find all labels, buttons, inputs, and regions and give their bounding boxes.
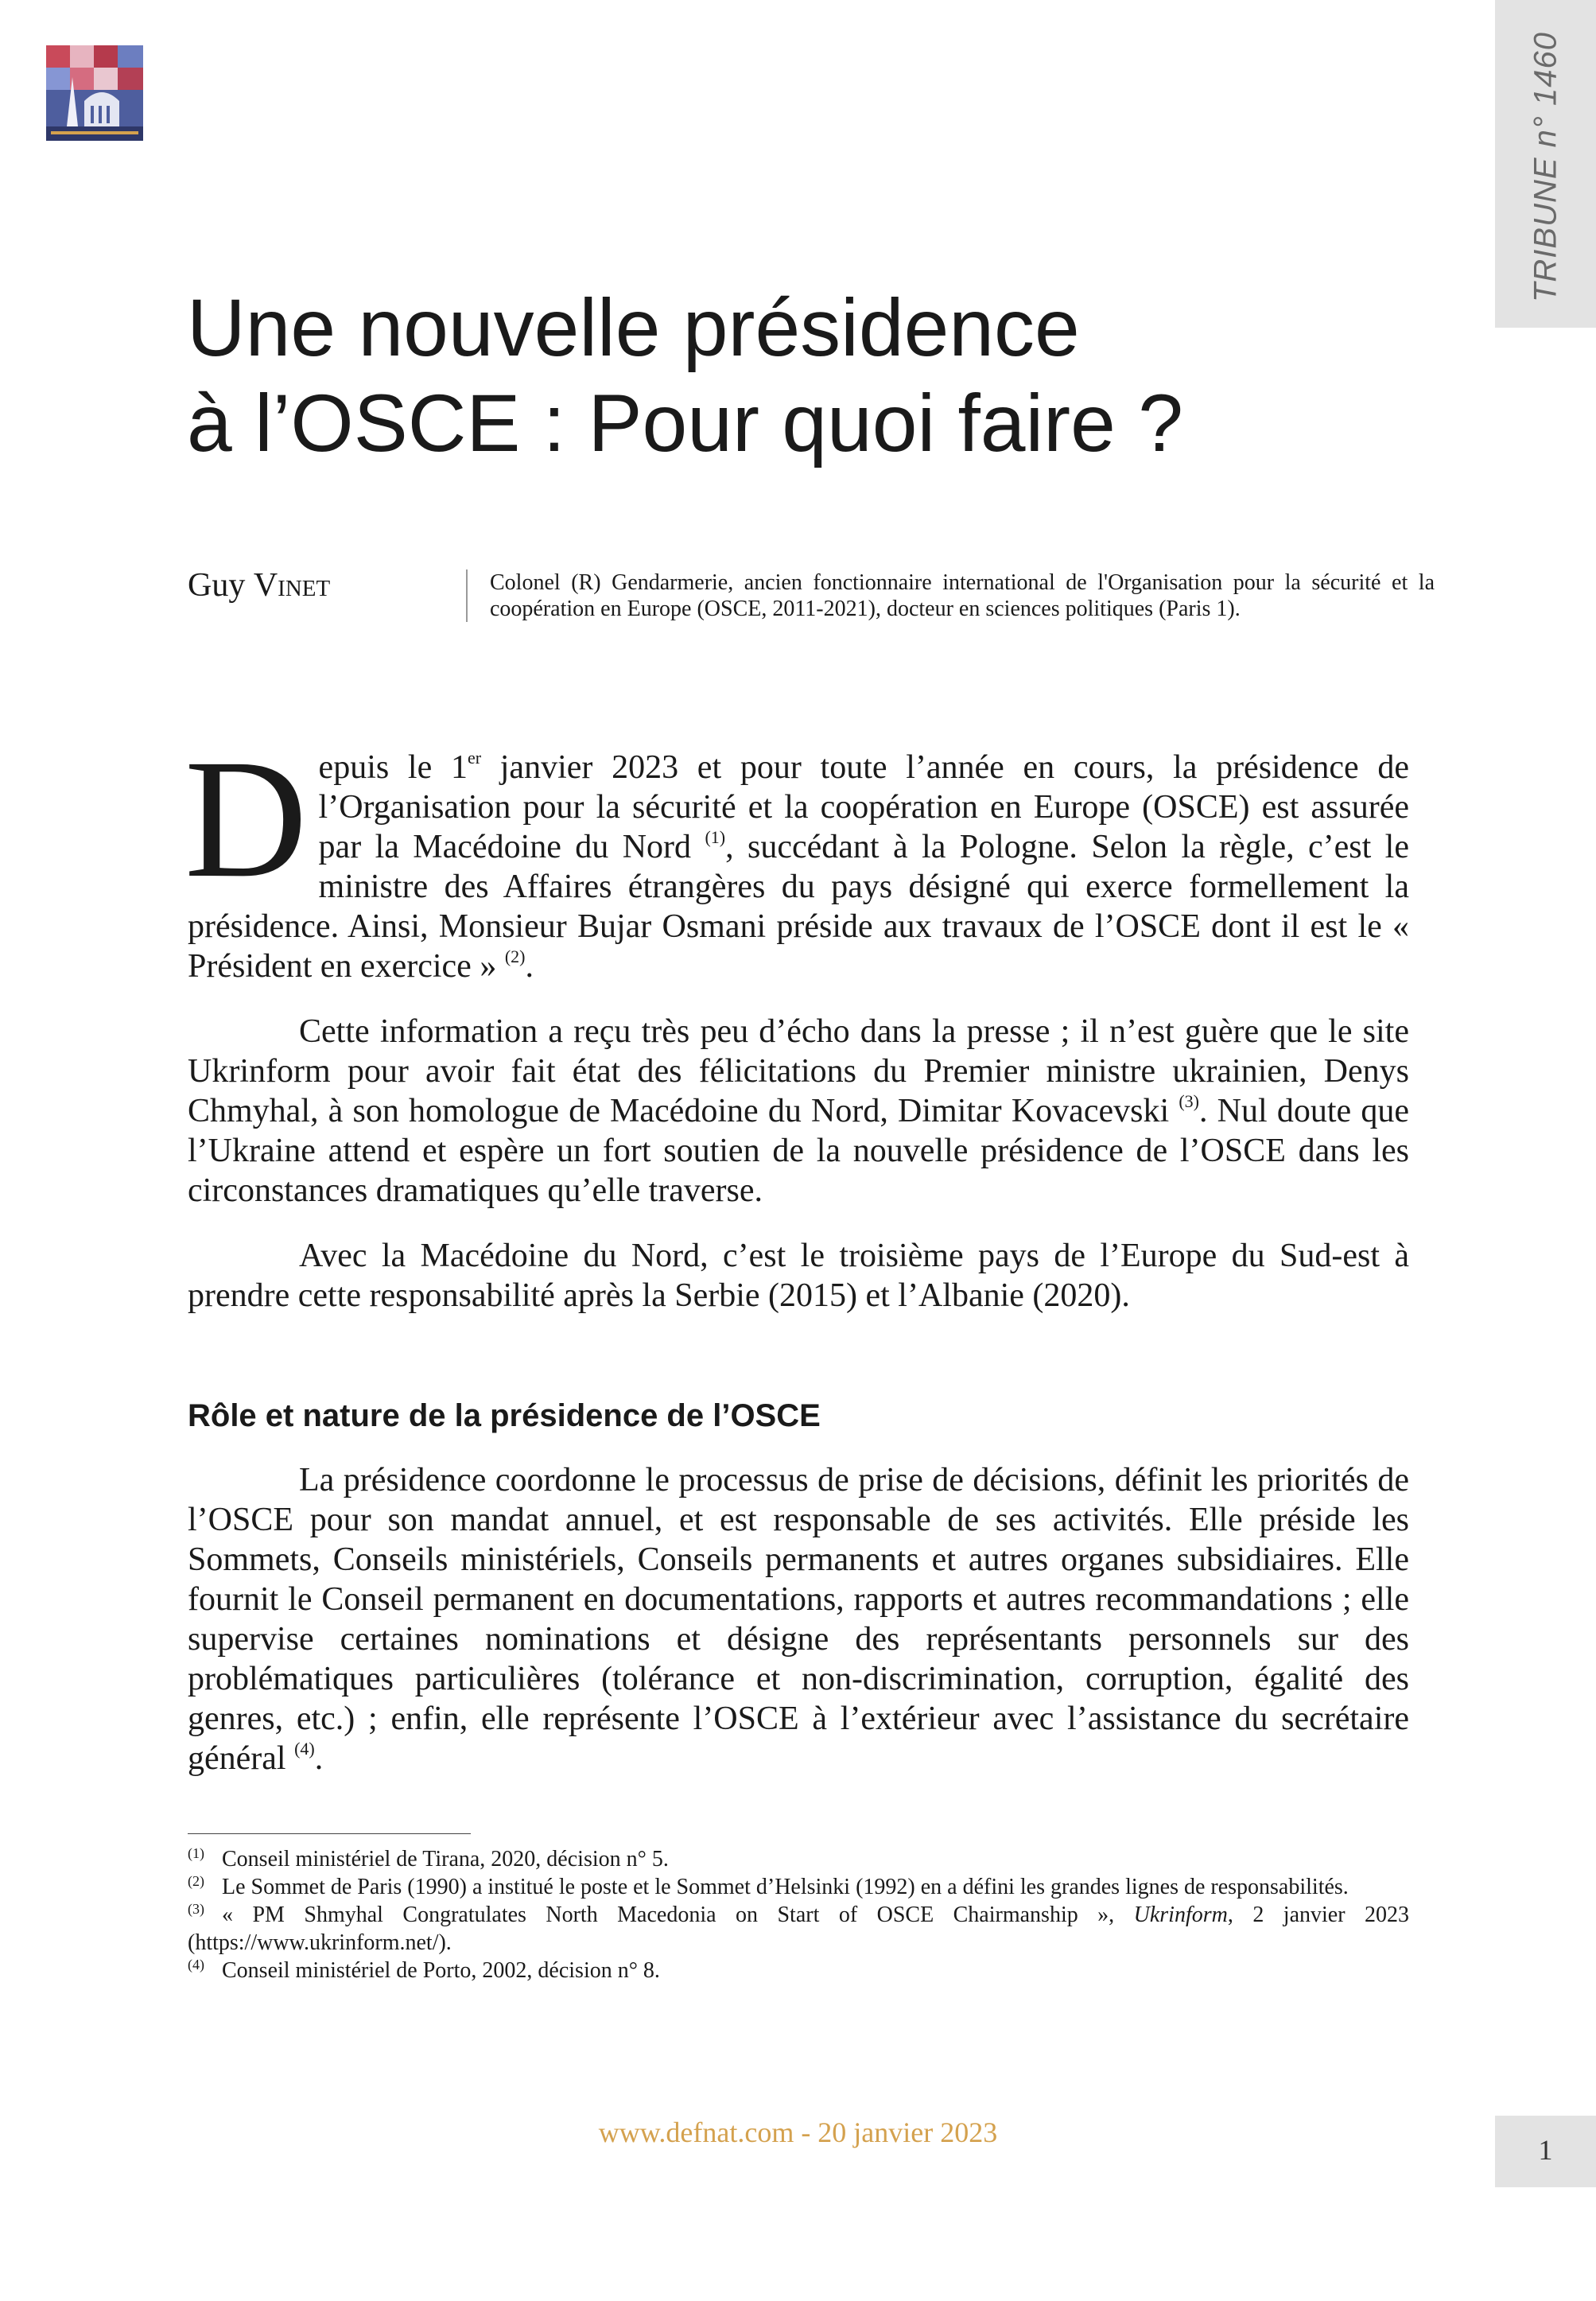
footnote-text: « PM Shmyhal Congratulates North Macedonia on Start of OSCE Chairmanship », [222,1903,1134,1927]
footnote-4 [188,1957,1409,1984]
paragraph-4 [188,1460,1409,1778]
footnotes [188,1845,1409,1984]
author-bio: Colonel (R) Gendarmerie, ancien fonctionnaire international de l'Organisation pour la sécurité et la coopération en Europe (OSCE, 2011-2021), docteur en sciences politiques (Paris 1). [466,569,1435,622]
author-last-name: Vinet [253,567,331,604]
title-line-1: Une nouvelle présidence [187,282,1080,373]
paragraph-1-text-c: , succédant à la Pologne. Selon la règle, c’est le ministre des Affaires étrangères du pays désigné qui exerce formellement la présidence. Ainsi, Monsieur Bujar Osmani préside aux travaux de l’OSCE dont il est le « Président en exercice » [188,829,1409,985]
section-heading: Rôle et nature de la présidence de l’OSCE [188,1398,821,1433]
title-line-2: à l’OSCE : Pour quoi faire ? [187,378,1183,469]
footnote-1 [188,1845,1409,1873]
paragraph-3: Avec la Macédoine du Nord, c’est le troisième pays de l’Europe du Sud-est à prendre cette responsabilité après la Serbie (2015) et l’Albanie (2020). [188,1238,1409,1314]
footnote-text-end[interactable]: , 2 janvier 2023 (https://www.ukrinform.net/). [188,1903,1409,1955]
paragraph-2 [188,1012,1409,1211]
footnote-text: Conseil ministériel de Porto, 2002, décision n° 8. [222,1958,660,1983]
author-first-name: Guy [188,567,254,604]
footnote-ref-4[interactable]: (4) [294,1739,315,1759]
paragraph-1 [184,725,1409,986]
paragraph-1-text-a: epuis le 1 [318,749,468,786]
paragraph-2-text-b: . Nul doute que l’Ukraine attend et espère un fort soutien de la nouvelle présidence de l’OSCE dans les circonstances dramatiques qu’elle traverse. [188,1093,1410,1209]
ordinal-superscript: er [467,748,482,768]
footnote-2 [188,1873,1409,1901]
page-number: 1 [1538,2134,1553,2166]
footnote-mark: (3) [188,1901,204,1917]
footnote-ref-1[interactable]: (1) [705,827,726,847]
tribune-tab [1495,0,1596,328]
paragraph-1-text-b: janvier 2023 et pour toute l’année en cours, la présidence de l’Organisation pour la sécurité et la coopération en Europe (OSCE) est assurée par la Macédoine du Nord [318,749,1409,865]
footnote-divider [188,1833,471,1834]
footnote-source-italic: Ukrinform [1133,1903,1228,1927]
defnat-logo-graphic [46,45,143,141]
footer-site-date[interactable]: www.defnat.com - 20 janvier 2023 [598,2116,998,2148]
paragraph-4-text-b: . [314,1740,324,1777]
drop-cap: D [184,725,308,913]
footnote-text: Le Sommet de Paris (1990) a institué le poste et le Sommet d’Helsinki (1992) en a défini les grandes lignes de responsabilités. [222,1875,1349,1899]
footnote-mark: (2) [188,1873,204,1889]
footnote-mark: (1) [188,1845,204,1861]
page-title [187,280,1380,472]
footnote-ref-2[interactable]: (2) [504,946,526,966]
footnote-mark: (4) [188,1957,204,1973]
footnote-text: Conseil ministériel de Tirana, 2020, décision n° 5. [222,1847,669,1872]
defnat-logo [46,45,143,141]
footnote-ref-3[interactable]: (3) [1179,1091,1199,1111]
paragraph-4-text-a: La présidence coordonne le processus de prise de décisions, définit les priorités de l’OSCE pour son mandat annuel, et est responsable de ses activités. Elle préside les Sommets, Conseils ministériels, Conseils permanents et autres organes subsidiaires. Elle fournit le Conseil permanent en documentations, rapports et autres recommandations ; elle supervise certaines nominations et désigne des représentants personnels sur des problématiques particulières (tolérance et non-discrimination, corruption, égalité des genres, etc.) ; enfin, elle représente l’OSCE à l’extérieur avec l’assistance du secrétaire général [188,1462,1409,1777]
paragraph-2-text-a: Cette information a reçu très peu d’écho dans la presse ; il n’est guère que le site Ukrinform pour avoir fait état des félicitations du Premier ministre ukrainien, Denys Chmyhal, à son homologue de Macédoine du Nord, Dimitar Kovacevski [188,1013,1409,1129]
paragraph-1-text-d: . [525,948,534,985]
footnote-3 [188,1901,1409,1957]
page-number-tab [1495,2116,1596,2187]
author-name [188,566,330,604]
tribune-number: TRIBUNE n° 1460 [1528,31,1563,303]
